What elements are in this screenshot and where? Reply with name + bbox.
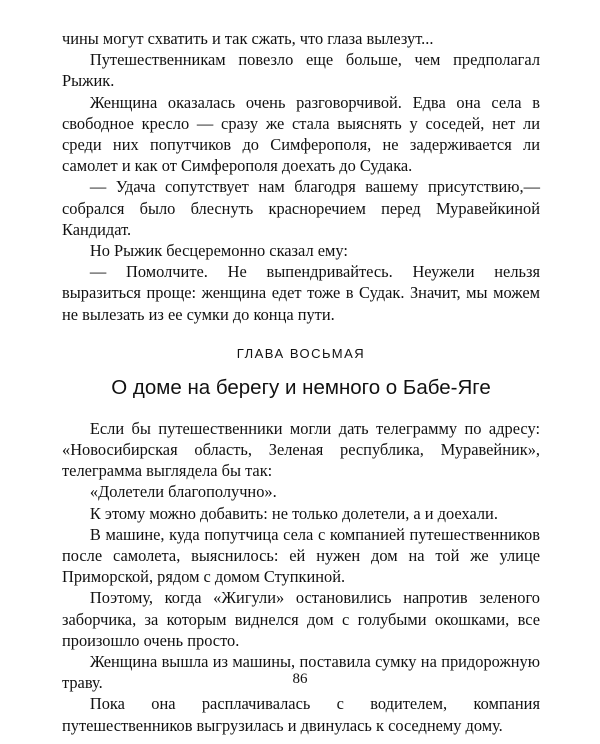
paragraph: Но Рыжик бесцеремонно сказал ему:	[89, 241, 348, 261]
paragraph: Путешественникам повезло еще больше, чем предполагал Рыжик.	[62, 50, 540, 91]
paragraph: Если бы путешественники могли дать телеграмму по адресу: «Новосибирская область, Зеленая республика, Муравейник», телеграмма выглядела бы так:	[62, 418, 540, 481]
paragraph: Женщина оказалась очень разговорчивой. Едва она села в свободное кресло — сразу же стала выяснять у соседей, нет ли среди них попутчиков до Симферополя, не задерживается ли самолет и как от Симферополя доехать до Судака.	[62, 92, 540, 176]
chapter-label: ГЛАВА ВОСЬМАЯ	[236, 345, 366, 361]
paragraph: — Удача сопутствует нам благодря вашему присутствию,— собрался было блеснуть красноречием перед Муравейкиной Кандидат.	[62, 177, 540, 239]
paragraph: Женщина вышла из машины, поставила сумку на придорожную траву.	[62, 652, 540, 693]
paragraph: «Долетели благополучно».	[89, 482, 277, 502]
chapter-title: О доме на берегу и немного о Бабе-Яге	[111, 375, 491, 399]
paragraph: Поэтому, когда «Жигули» остановились напротив зеленого заборчика, за которым виднелся дом с голубыми окошками, все произошло очень просто.	[62, 588, 540, 650]
paragraph: К этому можно добавить: не только долетели, а и доехали.	[89, 503, 498, 523]
paragraph-continued: чины могут схватить и так сжать, что глаза вылезут...	[62, 29, 434, 48]
page-number: 86	[292, 671, 308, 687]
paragraph: — Помолчите. Не выпендривайтесь. Неужели нельзя выразиться проще: женщина едет тоже в Судак. Значит, мы можем не вылезать из ее сумки до конца пути.	[62, 262, 540, 324]
book-page	[62, 28, 540, 736]
paragraph: Пока она расплачивалась с водителем, компания путешественников выгрузилась и двинулась к соседнему дому.	[62, 694, 540, 735]
paragraph: В машине, куда попутчица села с компанией путешественников после самолета, выяснилось: ей нужен дом на той же улице Приморской, рядом с домом Ступкиной.	[62, 524, 540, 587]
